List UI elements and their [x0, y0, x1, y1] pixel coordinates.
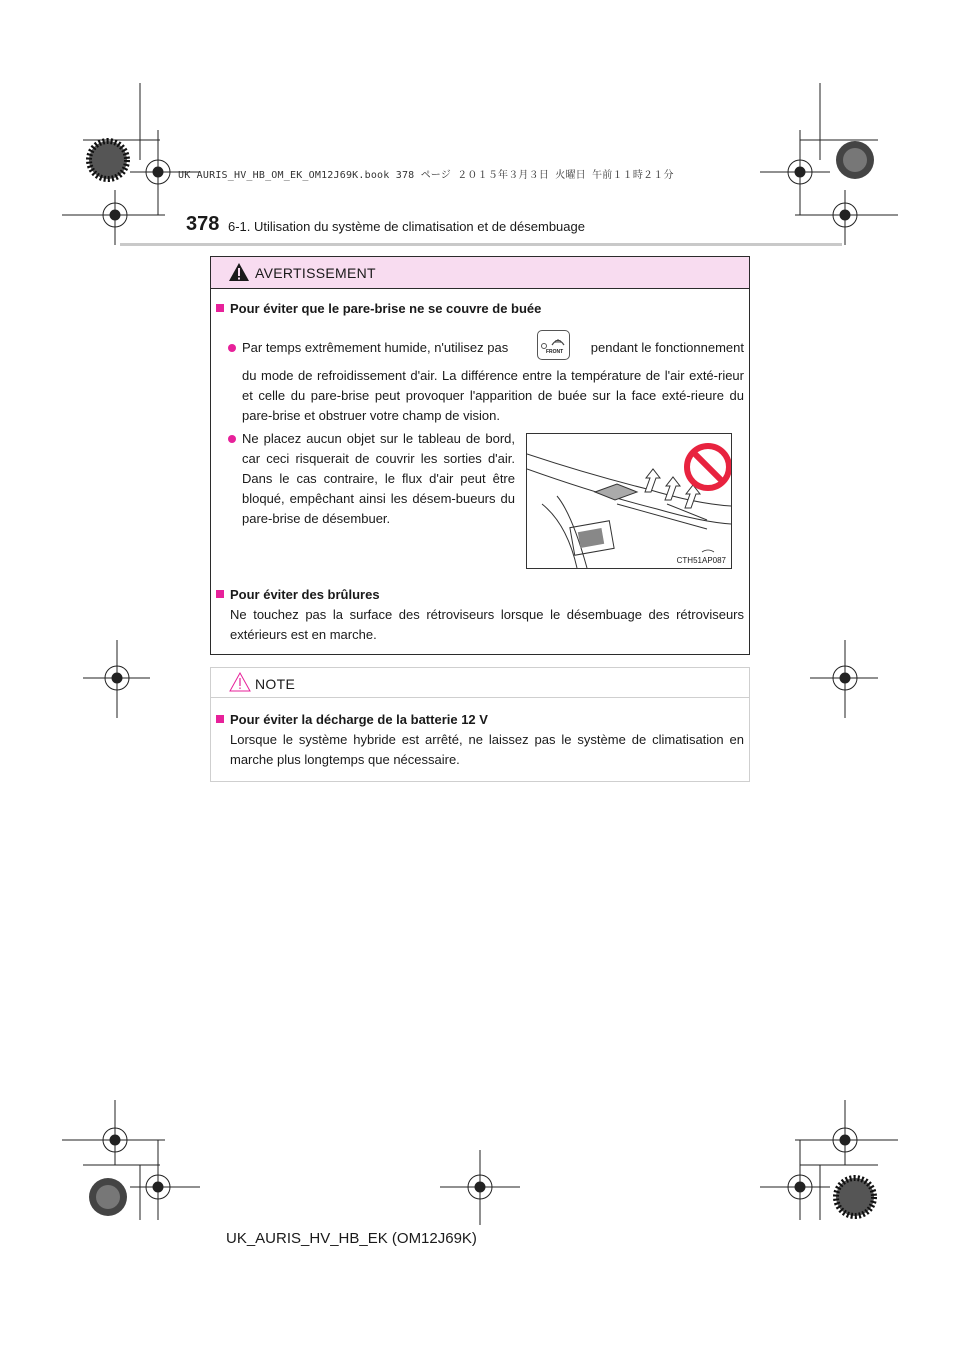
- square-bullet-icon: [216, 715, 224, 723]
- caution-triangle-icon: [229, 672, 251, 692]
- warning-heading-fog: Pour éviter que le pare-brise ne se couvre de buée: [216, 301, 541, 316]
- image-code: CTH51AP087: [676, 556, 726, 565]
- note-heading: Pour éviter la décharge de la batterie 12 V: [216, 712, 488, 727]
- note-box: [210, 667, 750, 782]
- prohibited-icon: [687, 446, 729, 488]
- section-title: 6-1. Utilisation du système de climatisation et de désembuage: [228, 219, 585, 234]
- page-number: 378: [186, 213, 220, 235]
- note-title: NOTE: [255, 676, 296, 692]
- square-bullet-icon: [216, 590, 224, 598]
- square-bullet-icon: [216, 304, 224, 312]
- bullet2-text: Ne placez aucun objet sur le tableau de bord, car ceci risquerait de couvrir les sorties d'air. Dans le cas contraire, le flux d'air peut être bloqué, empêchant ainsi les désem-bueurs du pare-brise de désembuer.: [242, 431, 515, 526]
- note-header: [211, 668, 749, 698]
- warning-title: AVERTISSEMENT: [255, 265, 376, 281]
- note-text: Lorsque le système hybride est arrêté, ne laissez pas le système de climatisation en marche plus longtemps que nécessaire.: [230, 732, 744, 767]
- round-bullet-icon: [228, 435, 236, 443]
- bullet1-line-start: Par temps extrêmement humide, n'utilisez pas: [242, 340, 509, 355]
- dashboard-illustration: [526, 433, 732, 569]
- warning-triangle-icon: [228, 262, 250, 282]
- header-rule: [120, 243, 842, 246]
- warning-box: [210, 256, 750, 655]
- burns-text: Ne touchez pas la surface des rétroviseurs lorsque le désembuage des rétroviseurs extérieurs est en marche.: [230, 607, 744, 642]
- bullet1-continuation: du mode de refroidissement d'air. La différence entre la température de l'air exté-rieur et celle du pare-brise peut provoquer l'apparition de buée sur la face exté-rieure du pare-brise et obstruer votre champ de vision.: [242, 368, 744, 423]
- warning-header: [211, 257, 749, 289]
- front-defog-button-icon: FRONT: [537, 330, 570, 360]
- footer-code: UK_AURIS_HV_HB_EK (OM12J69K): [226, 1230, 477, 1247]
- print-info: UK AURIS_HV_HB_OM_EK_OM12J69K.book 378 ページ ２０１５年３月３日 火曜日 午前１１時２１分: [178, 170, 674, 181]
- warning-heading-burns: Pour éviter des brûlures: [216, 587, 380, 602]
- round-bullet-icon: [228, 344, 236, 352]
- bullet1-line-end: pendant le fonctionnement: [590, 340, 744, 355]
